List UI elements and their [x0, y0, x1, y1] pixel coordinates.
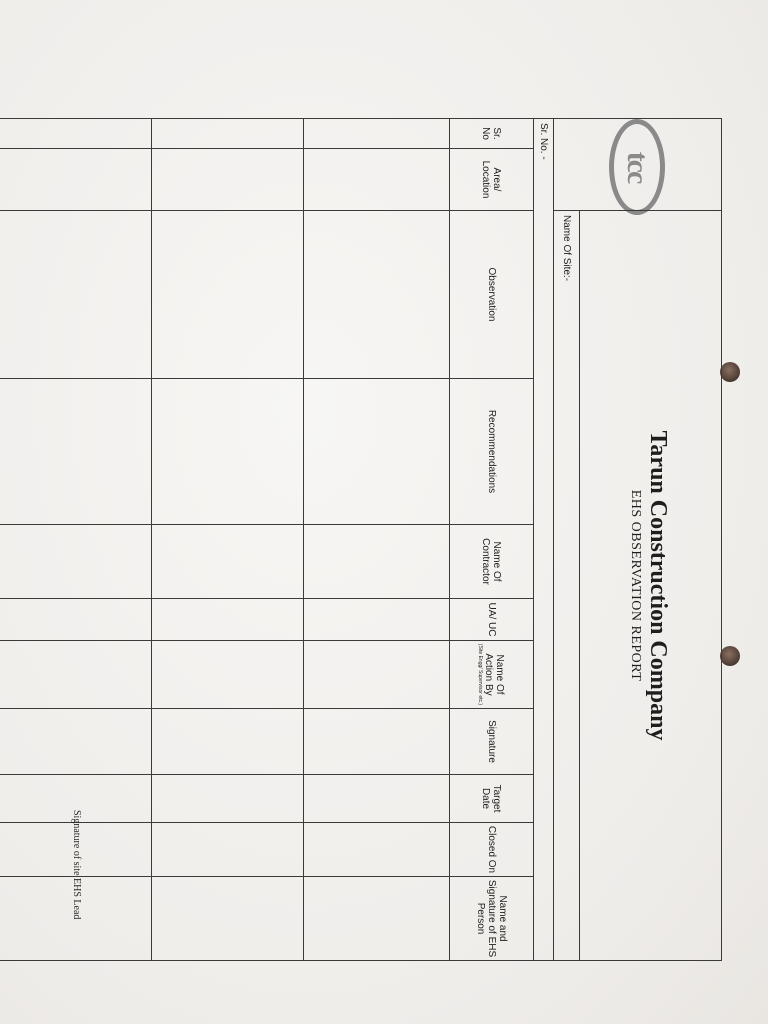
sr-no-field [534, 119, 554, 961]
action-by-note: (Site Engg/ Supervisor etc.) [477, 643, 484, 706]
cell-contractor[interactable] [0, 525, 152, 599]
cell-closed-on[interactable] [152, 823, 304, 877]
col-header-ua-uc: UA/ UC [450, 599, 534, 641]
col-header-target-date: Target Date [450, 775, 534, 823]
col-header-recommendations: Recommendations [450, 379, 534, 525]
cell-contractor[interactable] [152, 525, 304, 599]
col-header-area: Area/ Location [450, 149, 534, 211]
cell-observation[interactable] [0, 211, 152, 379]
cell-closed-on[interactable] [304, 823, 450, 877]
cell-signature[interactable] [304, 709, 450, 775]
cell-sr[interactable] [0, 119, 152, 149]
report-title: EHS OBSERVATION REPORT [628, 489, 644, 682]
sr-no-label: Sr. No. - [538, 123, 549, 160]
col-header-sr-no: Sr. No [450, 119, 534, 149]
ehs-lead-signature-label: Signature of site EHS Lead [71, 810, 82, 920]
cell-ehs-person[interactable] [152, 877, 304, 961]
cell-ua-uc[interactable] [304, 599, 450, 641]
cell-action-by[interactable] [304, 641, 450, 709]
col-header-ehs-person: Name and Signature of EHS Person [450, 877, 534, 961]
cell-ua-uc[interactable] [0, 599, 152, 641]
cell-contractor[interactable] [304, 525, 450, 599]
cell-sr[interactable] [152, 119, 304, 149]
action-by-label: Name Of Action By [483, 653, 506, 696]
cell-signature[interactable] [0, 709, 152, 775]
cell-observation[interactable] [152, 211, 304, 379]
ehs-observation-form [100, 118, 722, 960]
cell-recommendations[interactable] [0, 379, 152, 525]
site-name-field [554, 211, 580, 961]
cell-area[interactable] [0, 149, 152, 211]
cell-action-by[interactable] [0, 641, 152, 709]
cell-sr[interactable] [304, 119, 450, 149]
punch-hole-bottom [720, 646, 740, 666]
logo-cell [554, 119, 722, 211]
cell-action-by[interactable] [152, 641, 304, 709]
col-header-closed-on: Closed On [450, 823, 534, 877]
table-row [304, 119, 450, 961]
cell-observation[interactable] [304, 211, 450, 379]
cell-area[interactable] [152, 149, 304, 211]
cell-ua-uc[interactable] [152, 599, 304, 641]
cell-recommendations[interactable] [304, 379, 450, 525]
site-name-label: Name Of Site:- [561, 215, 572, 282]
table-row [152, 119, 304, 961]
col-header-action-by [450, 641, 534, 709]
col-header-observation: Observation [450, 211, 534, 379]
col-header-contractor: Name Of Contractor [450, 525, 534, 599]
cell-area[interactable] [304, 149, 450, 211]
col-header-signature: Signature [450, 709, 534, 775]
cell-target-date[interactable] [152, 775, 304, 823]
punch-hole-top [720, 362, 740, 382]
cell-recommendations[interactable] [152, 379, 304, 525]
company-logo: tcc [610, 119, 666, 215]
company-name: Tarun Construction Company [645, 430, 672, 741]
cell-signature[interactable] [152, 709, 304, 775]
observation-table [0, 118, 722, 961]
cell-ehs-person[interactable] [304, 877, 450, 961]
title-cell [580, 211, 722, 961]
cell-target-date[interactable] [304, 775, 450, 823]
